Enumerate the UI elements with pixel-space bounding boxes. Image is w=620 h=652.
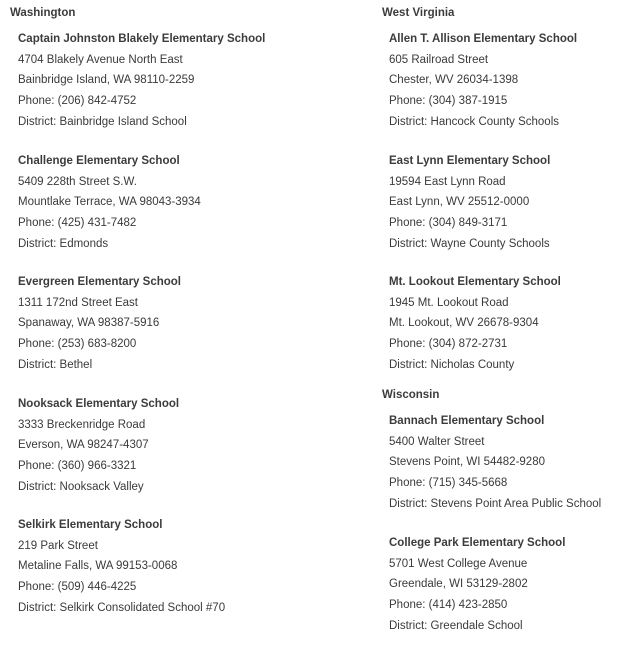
school-district: District: Selkirk Consolidated School #70 bbox=[18, 601, 226, 614]
school-name: College Park Elementary School bbox=[389, 537, 566, 549]
school-city: Spanaway, WA 98387-5916 bbox=[18, 317, 160, 330]
school-street: 5400 Walter Street bbox=[389, 435, 485, 448]
school-name: Challenge Elementary School bbox=[18, 155, 180, 167]
school-city: Greendale, WI 53129-2802 bbox=[389, 578, 528, 591]
school-entry bbox=[18, 272, 181, 375]
school-entry bbox=[18, 515, 225, 618]
school-district: District: Hancock County Schools bbox=[389, 115, 560, 128]
school-city: Metaline Falls, WA 99153-0068 bbox=[18, 560, 178, 573]
school-district: District: Bethel bbox=[18, 358, 93, 371]
school-entry bbox=[18, 151, 201, 254]
school-street: 1945 Mt. Lookout Road bbox=[389, 296, 509, 309]
school-phone: Phone: (304) 849-3171 bbox=[389, 217, 508, 230]
school-street: 5701 West College Avenue bbox=[389, 557, 528, 570]
school-district: District: Stevens Point Area Public School bbox=[389, 497, 602, 510]
school-street: 4704 Blakely Avenue North East bbox=[18, 53, 183, 66]
school-city: East Lynn, WV 25512-0000 bbox=[389, 196, 530, 209]
school-street: 219 Park Street bbox=[18, 539, 98, 552]
school-street: 605 Railroad Street bbox=[389, 53, 489, 66]
school-phone: Phone: (509) 446-4225 bbox=[18, 581, 137, 594]
school-street: 1311 172nd Street East bbox=[18, 296, 138, 309]
school-city: Stevens Point, WI 54482-9280 bbox=[389, 456, 545, 469]
school-name: Allen T. Allison Elementary School bbox=[389, 33, 578, 45]
school-phone: Phone: (360) 966-3321 bbox=[18, 460, 137, 473]
school-entry bbox=[18, 394, 179, 497]
state-heading-wisconsin: Wisconsin bbox=[382, 389, 440, 401]
school-city: Chester, WV 26034-1398 bbox=[389, 74, 519, 87]
school-street: 19594 East Lynn Road bbox=[389, 175, 506, 188]
school-district: District: Edmonds bbox=[18, 237, 109, 250]
school-name: Mt. Lookout Elementary School bbox=[389, 276, 561, 288]
school-entry bbox=[389, 29, 577, 132]
school-name: Captain Johnston Blakely Elementary School bbox=[18, 33, 266, 45]
school-name: Evergreen Elementary School bbox=[18, 276, 181, 288]
school-street: 5409 228th Street S.W. bbox=[18, 175, 137, 188]
school-name: Selkirk Elementary School bbox=[18, 519, 163, 531]
school-phone: Phone: (425) 431-7482 bbox=[18, 217, 137, 230]
school-district: District: Wayne County Schools bbox=[389, 237, 550, 250]
school-entry bbox=[389, 533, 565, 636]
school-district: District: Nooksack Valley bbox=[18, 480, 144, 493]
school-phone: Phone: (304) 872-2731 bbox=[389, 338, 508, 351]
school-phone: Phone: (715) 345-5668 bbox=[389, 477, 508, 490]
school-street: 3333 Breckenridge Road bbox=[18, 418, 146, 431]
school-district: District: Nicholas County bbox=[389, 358, 515, 371]
school-entry bbox=[18, 29, 265, 132]
school-name: Nooksack Elementary School bbox=[18, 398, 180, 410]
school-district: District: Greendale School bbox=[389, 619, 523, 632]
school-phone: Phone: (414) 423-2850 bbox=[389, 599, 508, 612]
school-phone: Phone: (206) 842-4752 bbox=[18, 95, 137, 108]
school-entry bbox=[389, 411, 601, 514]
school-entry bbox=[389, 151, 550, 254]
school-phone: Phone: (304) 387-1915 bbox=[389, 95, 508, 108]
school-city: Mountlake Terrace, WA 98043-3934 bbox=[18, 196, 201, 209]
state-heading-washington: Washington bbox=[10, 7, 76, 19]
school-city: Mt. Lookout, WV 26678-9304 bbox=[389, 317, 539, 330]
school-phone: Phone: (253) 683-8200 bbox=[18, 338, 137, 351]
school-name: Bannach Elementary School bbox=[389, 415, 545, 427]
school-entry bbox=[389, 272, 561, 375]
school-city: Everson, WA 98247-4307 bbox=[18, 439, 149, 452]
school-district: District: Bainbridge Island School bbox=[18, 115, 187, 128]
school-name: East Lynn Elementary School bbox=[389, 155, 551, 167]
state-heading-west-virginia: West Virginia bbox=[382, 7, 455, 19]
school-city: Bainbridge Island, WA 98110-2259 bbox=[18, 74, 195, 87]
